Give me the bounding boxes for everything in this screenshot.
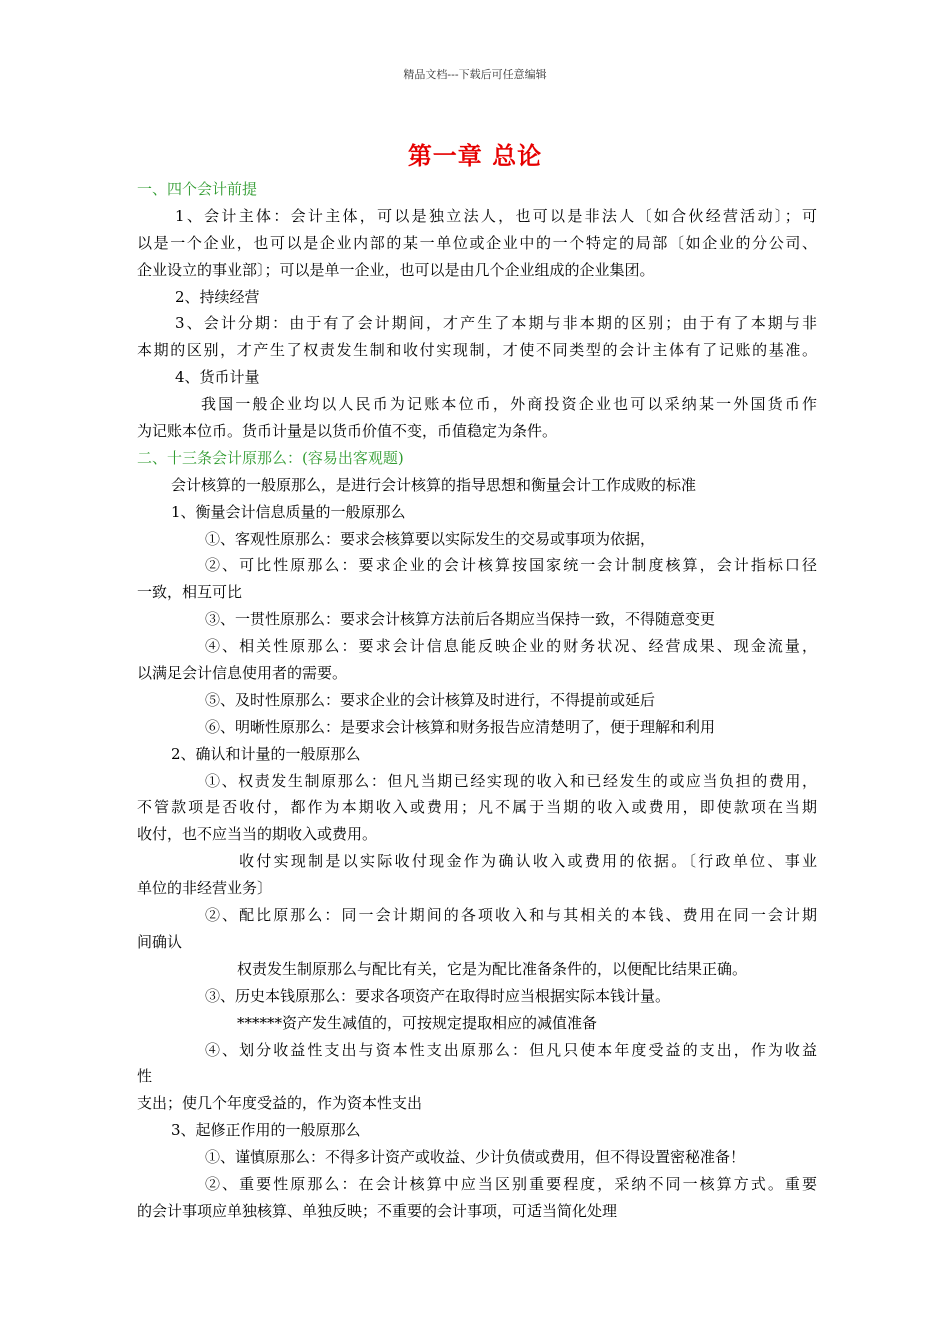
text-line: 的会计事项应单独核算、单独反映；不重要的会计事项，可适当简化处理: [137, 1201, 618, 1220]
text-line: 3、起修正作用的一般原那么: [171, 1121, 361, 1140]
section-heading: 一、四个会计前提: [137, 180, 258, 198]
page-header: 精品文档---下载后可任意编辑: [403, 68, 547, 81]
section-heading: 二、十三条会计原那么：(容易出客观题): [137, 448, 404, 467]
text-line: ④、相关性原那么：要求会计信息能反映企业的财务状况、经营成果、现金流量，: [205, 637, 817, 656]
text-line: 1、衡量会计信息质量的一般原那么: [171, 502, 406, 521]
text-line: 支出；使几个年度受益的，作为资本性支出: [137, 1094, 423, 1113]
text-line: 性: [137, 1067, 153, 1086]
text-line: 收付实现制是以实际收付现金作为确认收入或费用的依据。〔行政单位、事业: [239, 852, 817, 871]
text-line: ③、历史本钱原那么：要求各项资产在取得时应当根据实际本钱计量。: [205, 986, 671, 1005]
text-line: ⑤、及时性原那么：要求企业的会计核算及时进行，不得提前或延后: [205, 690, 656, 709]
text-line: 我国一般企业均以人民币为记账本位币，外商投资企业也可以采纳某一外国货币作: [201, 395, 817, 414]
text-line: 会计核算的一般原那么，是进行会计核算的指导思想和衡量会计工作成败的标准: [171, 475, 697, 494]
text-line: ⑥、明晰性原那么：是要求会计核算和财务报告应清楚明了，便于理解和利用: [205, 717, 716, 736]
text-line: 间确认: [137, 932, 183, 951]
text-line: ③、一贯性原那么：要求会计核算方法前后各期应当保持一致，不得随意变更: [205, 610, 716, 629]
text-line: ①、权责发生制原那么：但凡当期已经实现的收入和已经发生的或应当负担的费用，: [205, 771, 817, 790]
text-line: ②、可比性原那么：要求企业的会计核算按国家统一会计制度核算，会计指标口径: [205, 556, 817, 575]
text-line: ②、重要性原那么：在会计核算中应当区别重要程度，采纳不同一核算方式。重要: [205, 1174, 817, 1193]
text-line: 4、货币计量: [175, 368, 260, 387]
text-line: 不管款项是否收付，都作为本期收入或费用；凡不属于当期的收入或费用，即使款项在当期: [137, 798, 817, 817]
text-line: 本期的区别，才产生了权责发生制和收付实现制，才使不同类型的会计主体有了记账的基准。: [137, 341, 817, 360]
text-line: 以是一个企业，也可以是企业内部的某一单位或企业中的一个特定的局部〔如企业的分公司、: [137, 233, 817, 252]
text-line: ④、划分收益性支出与资本性支出原那么：但凡只使本年度受益的支出，作为收益: [205, 1040, 817, 1059]
text-line: 3、会计分期：由于有了会计期间，才产生了本期与非本期的区别；由于有了本期与非: [175, 314, 817, 333]
document-body: [137, 176, 817, 1225]
text-line: 2、持续经营: [175, 287, 260, 306]
text-line: 以满足会计信息使用者的需要。: [137, 664, 348, 683]
text-line: 1、会计主体：会计主体，可以是独立法人，也可以是非法人〔如合伙经营活动〕；可: [175, 206, 817, 225]
text-line: 一致，相互可比: [137, 583, 243, 602]
text-line: 权责发生制原那么与配比有关，它是为配比准备条件的，以便配比结果正确。: [237, 959, 748, 978]
text-line: 单位的非经营业务〕: [137, 879, 273, 898]
text-line: ①、谨慎原那么：不得多计资产或收益、少计负债或费用，但不得设置密秘准备！: [205, 1148, 746, 1167]
text-line: ①、客观性原那么：要求会核算要以实际发生的交易或事项为依据，: [205, 529, 656, 548]
text-line: ②、配比原那么：同一会计期间的各项收入和与其相关的本钱、费用在同一会计期: [205, 906, 817, 925]
text-line: 2、确认和计量的一般原那么: [171, 744, 361, 763]
text-line: 收付，也不应当当的期收入或费用。: [137, 825, 378, 844]
text-line: 为记账本位币。货币计量是以货币价值不变，币值稳定为条件。: [137, 422, 558, 441]
chapter-title: 第一章 总论: [407, 141, 543, 170]
text-line: 企业设立的事业部〕；可以是单一企业，也可以是由几个企业组成的企业集团。: [137, 260, 655, 279]
text-line: ******资产发生减值的，可按规定提取相应的减值准备: [237, 1013, 598, 1032]
